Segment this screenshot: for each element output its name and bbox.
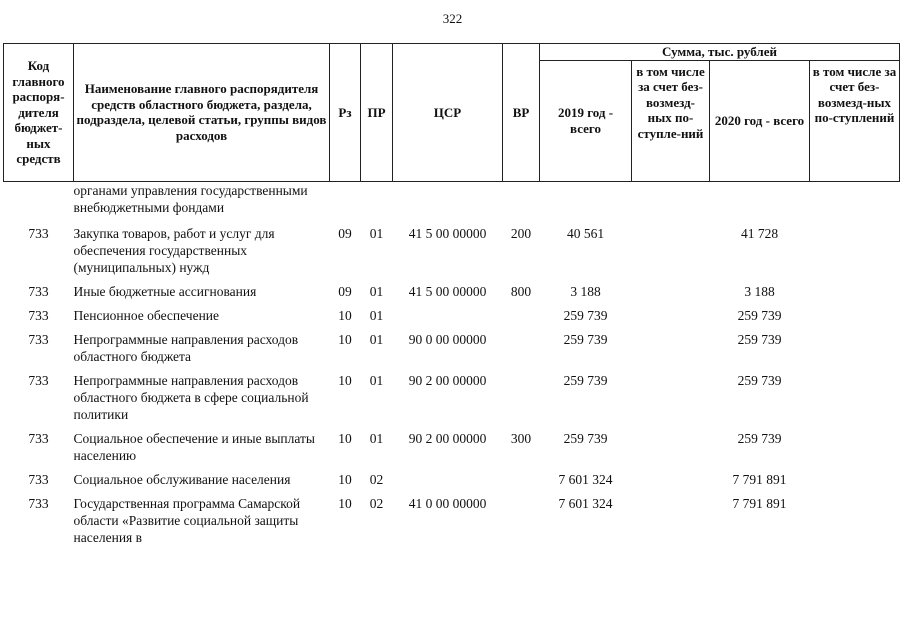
cell-rz: 09 (338, 283, 352, 299)
cell-csr: 41 5 00 00000 (408, 283, 487, 299)
cell-pr (361, 181, 393, 225)
cell-vr (503, 331, 540, 372)
cell-2019-free (632, 495, 710, 553)
table-header (4, 44, 900, 182)
cell-2019-total: 7 601 324 (558, 495, 613, 511)
cell-2019-free (632, 331, 710, 372)
cell-2019-total: 259 739 (563, 430, 608, 446)
cell-pr: 01 (369, 225, 384, 241)
page-number: 322 (442, 11, 463, 26)
cell-2020-total: 7 791 891 (732, 471, 787, 487)
cell-2019-free (632, 181, 710, 225)
cell-2019-total: 40 561 (566, 225, 605, 241)
cell-2019-free (632, 283, 710, 307)
budget-table (3, 43, 900, 553)
cell-name: Непрограммные направления расходов областного бюджета (73, 331, 299, 364)
header-sum: Сумма, тыс. рублей (540, 44, 900, 61)
cell-2020-free (810, 181, 900, 225)
cell-csr (393, 181, 503, 225)
cell-name: Непрограммные направления расходов областного бюджета в сфере социальной политики (73, 372, 309, 422)
cell-code (4, 181, 74, 225)
cell-csr: 41 5 00 00000 (408, 225, 487, 241)
cell-rz (330, 181, 361, 225)
cell-rz: 10 (338, 331, 352, 347)
cell-vr (503, 181, 540, 225)
cell-pr: 01 (369, 372, 384, 388)
cell-csr: 41 0 00 00000 (408, 495, 487, 511)
cell-pr: 01 (369, 283, 384, 299)
cell-2019-free (632, 471, 710, 495)
cell-name: Социальное обслуживание населения (73, 471, 291, 487)
header-csr: ЦСР (393, 44, 503, 182)
cell-name: Пенсионное обеспечение (73, 307, 220, 323)
cell-2020-total: 41 728 (740, 225, 779, 241)
cell-2020-total: 259 739 (737, 307, 782, 323)
cell-vr (503, 372, 540, 430)
table-row (4, 225, 900, 283)
header-pr: ПР (361, 44, 393, 182)
table-row (4, 430, 900, 471)
cell-2020-free (810, 430, 900, 471)
header-2020-total: 2020 год - всего (710, 60, 810, 181)
cell-csr (393, 307, 503, 331)
cell-csr (393, 471, 503, 495)
table-row (4, 331, 900, 372)
cell-2020-free (810, 307, 900, 331)
cell-code: 733 (28, 331, 49, 347)
cell-2020-free (810, 471, 900, 495)
cell-2020-total (710, 181, 810, 225)
header-code: Код главного распоря-дителя бюджет-ных средств (4, 44, 74, 182)
cell-code: 733 (28, 372, 49, 388)
cell-pr: 02 (369, 471, 384, 487)
cell-2019-free (632, 430, 710, 471)
table-row (4, 307, 900, 331)
cell-2020-free (810, 372, 900, 430)
cell-2020-free (810, 331, 900, 372)
cell-name: Социальное обеспечение и иные выплаты населению (73, 430, 315, 463)
cell-pr: 01 (369, 430, 384, 446)
cell-vr (503, 307, 540, 331)
cell-code: 733 (28, 307, 49, 323)
cell-rz: 10 (338, 307, 352, 323)
header-2020-free: в том числе за счет без-возмезд-ных по-ступлений (810, 60, 900, 181)
cell-code: 733 (28, 225, 49, 241)
cell-2019-total: 3 188 (570, 283, 601, 299)
cell-2020-total: 259 739 (737, 331, 782, 347)
cell-code: 733 (28, 283, 49, 299)
header-2019-total: 2019 год - всего (540, 60, 632, 181)
cell-pr: 01 (369, 307, 384, 323)
cell-rz: 10 (338, 495, 352, 511)
cell-2020-free (810, 495, 900, 553)
cell-2019-total: 7 601 324 (558, 471, 613, 487)
cell-vr: 300 (510, 430, 532, 446)
cell-2019-total: 259 739 (563, 372, 608, 388)
cell-vr: 800 (510, 283, 532, 299)
cell-pr: 02 (369, 495, 384, 511)
header-2019-free: в том числе за счет без-возмезд-ных по-ступле-ний (632, 60, 710, 181)
table-row (4, 283, 900, 307)
cell-2019-total: 259 739 (563, 331, 608, 347)
cell-2019-free (632, 225, 710, 283)
cell-code: 733 (28, 495, 49, 511)
header-rz: Рз (330, 44, 361, 182)
cell-2020-total: 259 739 (737, 372, 782, 388)
cell-rz: 09 (338, 225, 352, 241)
cell-2020-total: 7 791 891 (732, 495, 787, 511)
cell-2020-free (810, 283, 900, 307)
cell-csr: 90 2 00 00000 (408, 372, 487, 388)
cell-name: Иные бюджетные ассигнования (73, 283, 257, 299)
cell-csr: 90 2 00 00000 (408, 430, 487, 446)
cell-name: органами управления государственными внебюджетными фондами (73, 182, 308, 215)
cell-name: Закупка товаров, работ и услуг для обеспечения государственных (муниципальных) нужд (73, 225, 275, 275)
table-body (4, 181, 900, 553)
cell-rz: 10 (338, 430, 352, 446)
cell-code: 733 (28, 471, 49, 487)
cell-2019-total (540, 181, 632, 225)
cell-2020-free (810, 225, 900, 283)
cell-name: Государственная программа Самарской области «Развитие социальной защиты населения в (73, 495, 301, 545)
table-row (4, 181, 900, 225)
cell-2019-free (632, 372, 710, 430)
header-vr: ВР (503, 44, 540, 182)
table-row (4, 372, 900, 430)
header-name: Наименование главного распорядителя средств областного бюджета, раздела, подраздела, целевой статьи, группы видов расходов (74, 44, 330, 182)
cell-vr (503, 495, 540, 553)
cell-2020-total: 3 188 (744, 283, 775, 299)
cell-2019-total: 259 739 (563, 307, 608, 323)
cell-vr: 200 (510, 225, 532, 241)
cell-vr (503, 471, 540, 495)
cell-pr: 01 (369, 331, 384, 347)
cell-csr: 90 0 00 00000 (408, 331, 487, 347)
table-row (4, 495, 900, 553)
table-row (4, 471, 900, 495)
cell-rz: 10 (338, 471, 352, 487)
cell-code: 733 (28, 430, 49, 446)
cell-rz: 10 (338, 372, 352, 388)
cell-2019-free (632, 307, 710, 331)
cell-2020-total: 259 739 (737, 430, 782, 446)
